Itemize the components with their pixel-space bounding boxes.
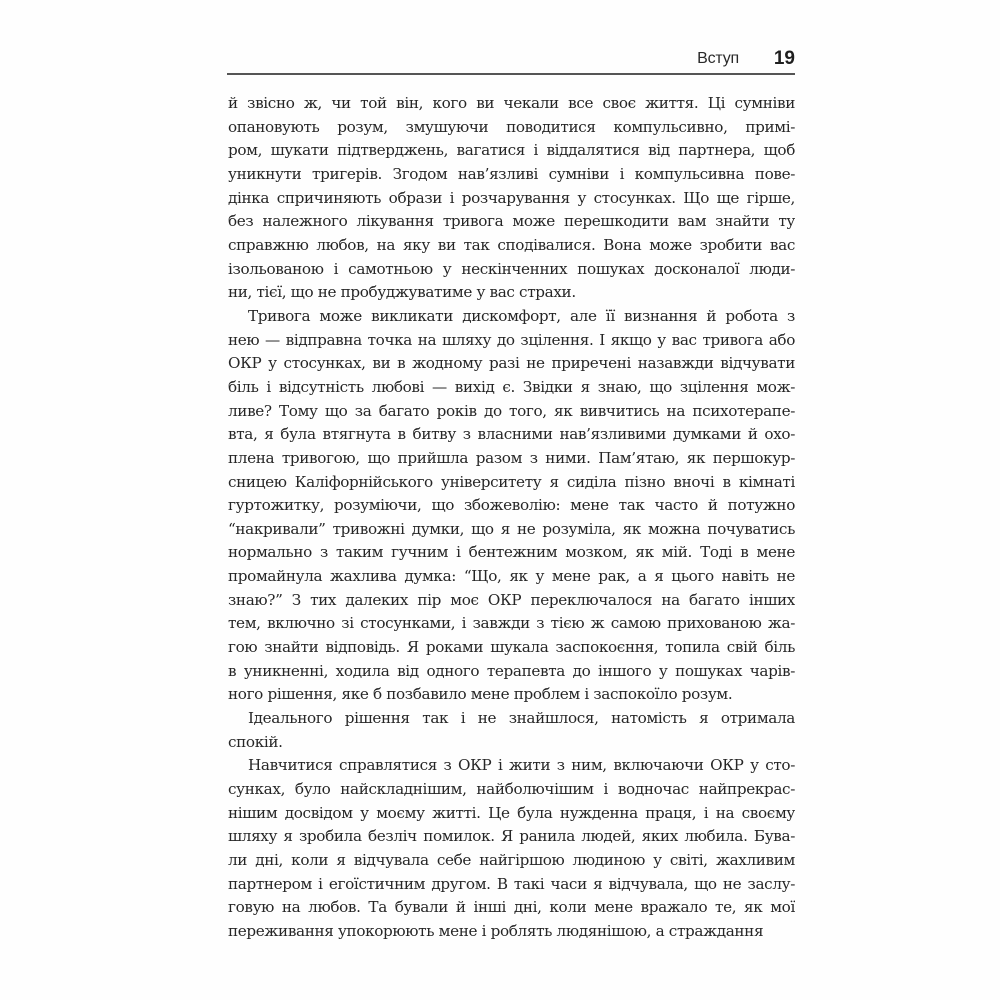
running-head [227, 48, 795, 74]
text-line: й звісно ж, чи той він, кого ви чекали все своє життя. Ці сумніви [228, 94, 795, 112]
text-line: біль і відсутність любові — вихід є. Звідки я знаю, що зцілення мож- [228, 377, 795, 396]
text-line: Ідеального рішення так і не знайшлося, натомість я отримала [248, 709, 795, 728]
body-text [228, 92, 795, 944]
text-line: опановують розум, змушуючи поводитися компульсивно, примі- [228, 117, 795, 136]
text-line: вта, я була втягнута в битву з власними нав’язливими думками й охо- [228, 425, 795, 444]
text-line: ром, шукати підтверджень, вагатися і віддалятися від партнера, щоб [228, 141, 795, 160]
text-line: дінка спричиняють образи і розчарування у стосунках. Що ще гірше, [228, 188, 795, 207]
header-rule [227, 73, 795, 75]
text-line: без належного лікування тривога може перешкодити вам знайти ту [228, 212, 795, 231]
text-line: спокій. [228, 732, 283, 751]
text-line: сунках, було найскладнішим, найболючішим і водночас найпрекрас- [228, 780, 795, 799]
text-line: нішим досвідом у моєму житті. Це була нужденна праця, і на своєму [228, 803, 795, 822]
text-line: нормально з таким гучним і бентежним мозком, як мій. Тоді в мене [228, 543, 795, 562]
text-line: промайнула жахлива думка: “Що, як у мене рак, а я цього навіть не [228, 567, 795, 586]
text-line: ливе? Тому що за багато років до того, як вивчитись на психотерапе- [228, 401, 795, 420]
paragraph [228, 305, 795, 707]
text-line: Навчитися справлятися з ОКР і жити з ним, включаючи ОКР у сто- [248, 756, 795, 775]
text-line: уникнути тригерів. Згодом нав’язливі сумніви і компульсивна пове- [228, 164, 795, 183]
text-line: ізольованою і самотньою у нескінченних пошуках досконалої люди- [228, 259, 795, 278]
paragraph [228, 754, 795, 943]
text-line: шляху я зробила безліч помилок. Я ранила людей, яких любила. Бува- [228, 827, 795, 846]
text-line: плена тривогою, що прийшла разом з ними. Пам’ятаю, як першокур- [228, 448, 795, 467]
paragraph [228, 92, 795, 305]
text-line: ного рішення, яке б позбавило мене проблем і заспокоїло розум. [228, 685, 733, 704]
text-line: говую на любов. Та бували й інші дні, коли мене вражало те, як мої [228, 898, 795, 917]
text-line: партнером і егоїстичним другом. В такі часи я відчувала, що не заслу- [228, 874, 795, 893]
paragraph [228, 707, 795, 754]
text-line: справжню любов, на яку ви так сподівалися. Вона може зробити вас [228, 235, 795, 254]
text-line: сницею Каліфорнійського університету я сиділа пізно вночі в кімнаті [228, 472, 795, 491]
text-line: в уникненні, ходила від одного терапевта до іншого у пошуках чарів- [228, 661, 795, 680]
text-line: гою знайти відповідь. Я роками шукала заспокоєння, топила свій біль [228, 638, 795, 657]
page-number: 19 [773, 48, 795, 69]
text-line: ли дні, коли я відчувала себе найгіршою людиною у світі, жахливим [228, 851, 795, 869]
text-line: ОКР у стосунках, ви в жодному разі не приречені назавжди відчувати [228, 354, 795, 373]
text-line: знаю?” З тих далеких пір моє ОКР переключалося на багато інших [228, 590, 795, 609]
text-line: “накривали” тривожні думки, що я не розуміла, як можна почуватись [228, 519, 795, 538]
text-line: тем, включно зі стосунками, і завжди з тією ж самою прихованою жа- [228, 614, 795, 633]
text-line: Тривога може викликати дискомфорт, але її визнання й робота з [248, 306, 795, 325]
text-line: гуртожитку, розуміючи, що збожеволію: мене так часто й потужно [228, 496, 795, 515]
text-line: ни, тієї, що не пробуджуватиме у вас страхи. [228, 283, 576, 302]
text-line: переживання упокорюють мене і роблять людянішою, а страждання [228, 921, 764, 940]
section-title: Вступ [697, 50, 739, 67]
text-line: нею — відправна точка на шляху до зцілення. І якщо у вас тривога або [228, 330, 795, 349]
